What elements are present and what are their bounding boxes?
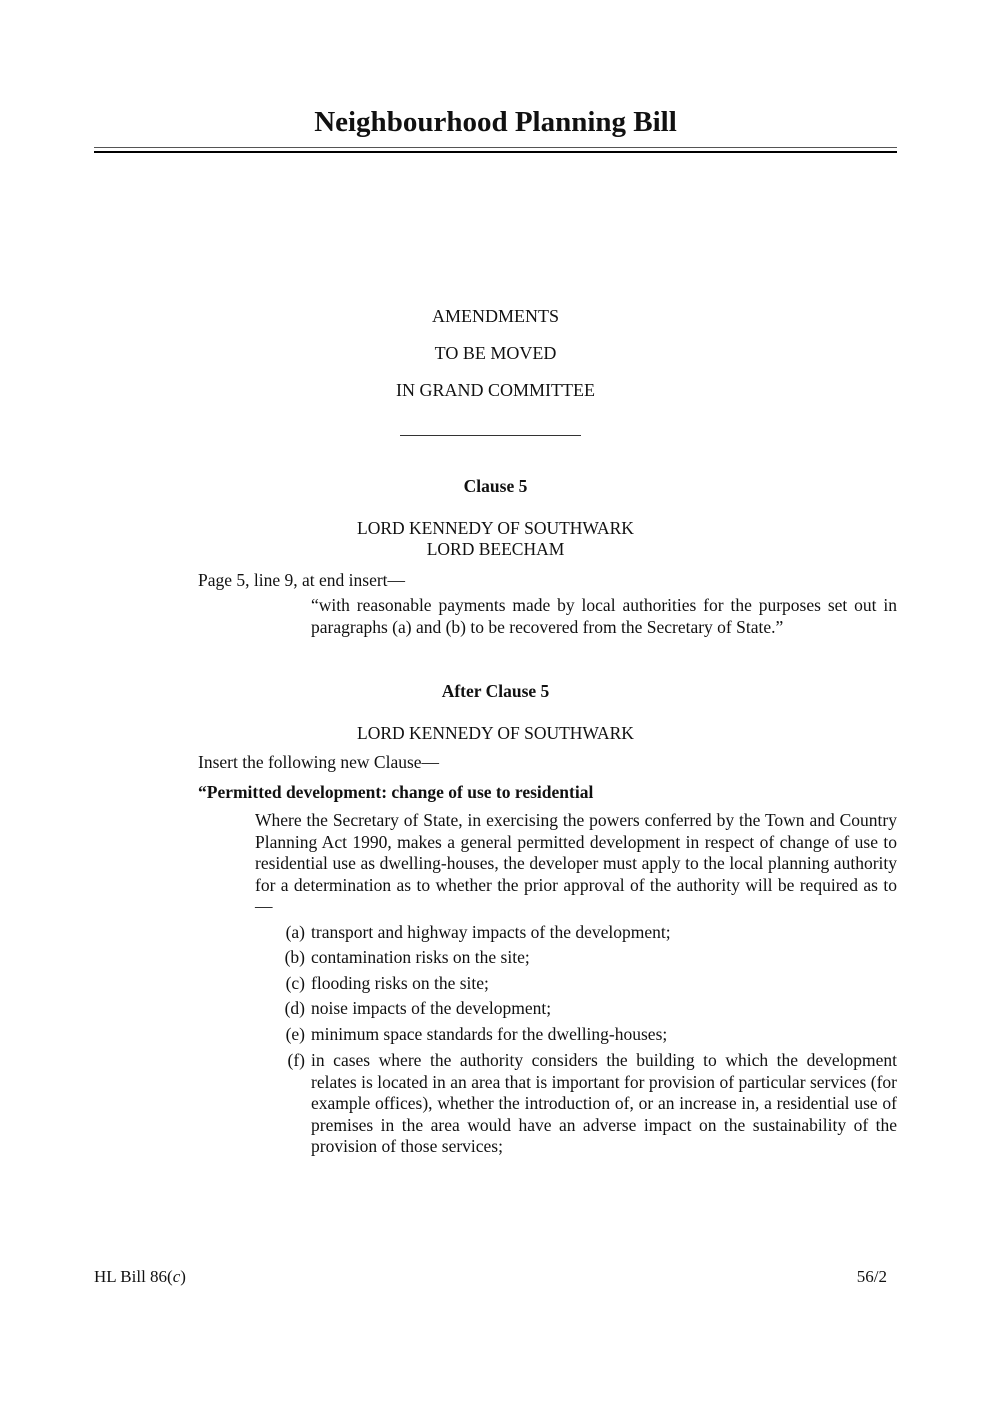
list-item-c: (c) flooding risks on the site; (285, 973, 489, 993)
heading-line-3: IN GRAND COMMITTEE (396, 380, 595, 400)
heading-line-1: AMENDMENTS (431, 306, 559, 326)
heading-line-2: TO BE MOVED (434, 343, 557, 363)
list-item-a: (a) transport and highway impacts of the development; (285, 922, 671, 942)
new-clause-instruction: Insert the following new Clause— (198, 752, 440, 772)
sponsor-1: LORD KENNEDY OF SOUTHWARK (357, 518, 634, 538)
amendment-text: “with reasonable payments made by local authorities for the purposes set out in paragraphs (a) and (b) to be recovered from the Secretary of State.” (311, 595, 897, 637)
new-clause-body: Where the Secretary of State, in exercising the powers conferred by the Town and Country Planning Act 1990, makes a general permitted development in respect of change of use to residential use as dwelling-houses, the developer must apply to the local planning authority for a determination as to whether the prior approval of the authority will be required as to— (255, 810, 897, 916)
title-rule-thin (94, 147, 897, 148)
list-item-d: (d) noise impacts of the development; (284, 998, 552, 1018)
page-reference: 56/2 (856, 1267, 887, 1286)
section-divider (400, 435, 581, 436)
bill-reference: HL Bill 86(c) (94, 1267, 186, 1286)
sponsor-2: LORD BEECHAM (426, 539, 565, 559)
title-rule-thick (94, 151, 897, 153)
sponsor: LORD KENNEDY OF SOUTHWARK (357, 723, 634, 743)
amendment-instruction: Page 5, line 9, at end insert— (198, 570, 406, 590)
after-clause-heading: After Clause 5 (441, 681, 550, 701)
list-item-b: (b) contamination risks on the site; (284, 947, 530, 967)
new-clause-title: “Permitted development: change of use to residential (198, 782, 594, 802)
document-title: Neighbourhood Planning Bill (314, 106, 677, 138)
list-item-e: (e) minimum space standards for the dwelling-houses; (285, 1024, 668, 1044)
clause-heading: Clause 5 (463, 476, 528, 496)
list-item-f: (f) in cases where the authority considers the building to which the development relates is located in an area that is important for provision of particular services (for example offices), whether the introduction of, or an increase in, a residential use of premises in the area would have an adverse impact on the sustainability of the provision of those services; (287, 1050, 897, 1156)
